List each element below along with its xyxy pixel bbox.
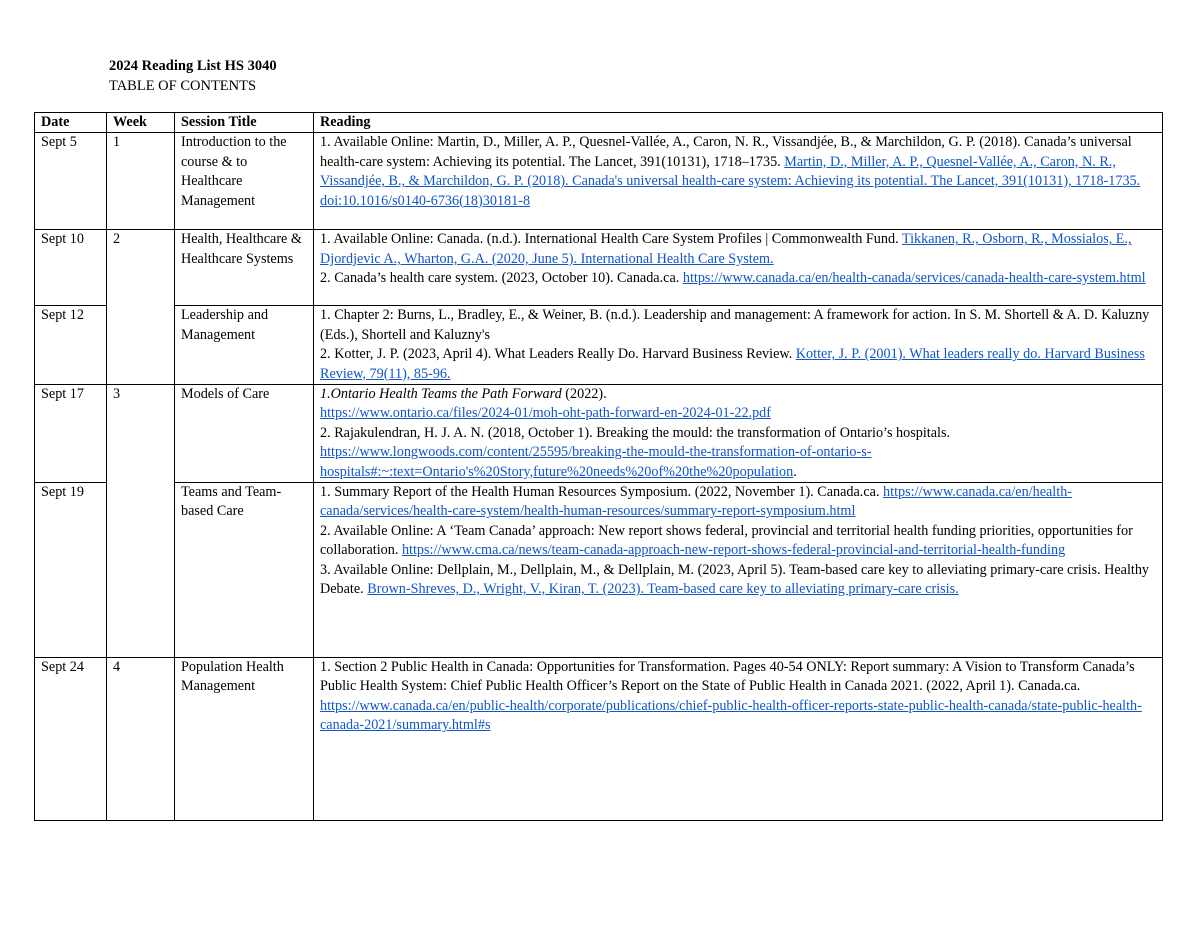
reading-item	[320, 483, 1158, 522]
session-cell: Models of Care	[175, 385, 314, 483]
reading-cell	[314, 658, 1163, 821]
table-row	[35, 483, 1163, 658]
reading-text: 1. Section 2 Public Health in Canada: Opportunities for Transformation. Pages 40-54 ONLY: Report summary: A Vision to Transform Canada’s Public Health System: Chief Public Health Officer’s Report on the State of Public Health in Canada 2021. (2022, April 1). Canada.ca.	[320, 659, 1135, 695]
reading-text: 1. Chapter 2: Burns, L., Bradley, E., & Weiner, B. (n.d.). Leadership and management: A framework for action. In S. M. Shortell & A. D. Kaluzny (Eds.), Shortell and Kaluzny's	[320, 307, 1150, 343]
document-title: 2024 Reading List HS 3040	[109, 58, 277, 74]
reading-link[interactable]: Martin, D., Miller, A. P., Quesnel-Vallée, A., Caron, N. R., Vissandjée, B., & Marchildon, G. P. (2018). Canada's universal health-care system: Achieving its potential. The Lancet, 391(10131), 1718-1735. doi:10.1016/s0140-6736(18)30181-8	[320, 153, 1141, 209]
reading-item	[320, 424, 1158, 482]
reading-link[interactable]: https://www.longwoods.com/content/25595/breaking-the-mould-the-transformation-of-ontario-s-hospitals#:~:text=Ontario's%20Story,future%20needs%20of%20the%20population	[320, 444, 872, 480]
table-row	[35, 230, 1163, 306]
date-cell: Sept 17	[35, 385, 107, 483]
date-cell: Sept 19	[35, 483, 107, 658]
reading-italic-title: 1.Ontario Health Teams the Path Forward	[320, 386, 562, 403]
reading-link[interactable]: https://www.canada.ca/en/health-canada/services/canada-health-care-system.html	[682, 270, 1146, 287]
date-cell: Sept 12	[35, 306, 107, 385]
column-header-week: Week	[107, 113, 175, 133]
reading-item	[320, 561, 1158, 600]
reading-cell	[314, 306, 1163, 385]
reading-cell	[314, 385, 1163, 483]
document-heading	[109, 56, 277, 96]
reading-cell	[314, 483, 1163, 658]
reading-cell	[314, 230, 1163, 306]
reading-item	[320, 269, 1158, 288]
reading-text: 1. Summary Report of the Health Human Resources Symposium. (2022, November 1). Canada.ca.	[320, 484, 884, 501]
reading-link[interactable]: https://www.cma.ca/news/team-canada-approach-new-report-shows-federal-provincial-and-territorial-health-funding	[401, 542, 1066, 559]
reading-text: 2. Kotter, J. P. (2023, April 4). What Leaders Really Do. Harvard Business Review.	[320, 346, 796, 363]
reading-text: (2022).	[561, 386, 607, 403]
reading-text: 3. Available Online: Dellplain, M., Dellplain, M., & Dellplain, M. (2023, April 5). Team-based care key to alleviating primary-care crisis. Healthy Debate.	[320, 561, 1150, 598]
reading-item	[320, 345, 1158, 384]
reading-link[interactable]: https://www.ontario.ca/files/2024-01/moh-oht-path-forward-en-2024-01-22.pdf	[320, 405, 771, 422]
table-row	[35, 133, 1163, 230]
reading-cell	[314, 133, 1163, 230]
reading-item	[320, 230, 1158, 269]
reading-text: 1. Available Online: Canada. (n.d.). International Health Care System Profiles | Commonwealth Fund.	[320, 231, 902, 248]
date-cell: Sept 10	[35, 230, 107, 306]
reading-link[interactable]: Kotter, J. P. (2001). What leaders really do. Harvard Business Review, 79(11), 85-96.	[320, 346, 1145, 382]
session-cell: Teams and Team-based Care	[175, 483, 314, 658]
reading-text: 2. Available Online: A ‘Team Canada’ approach: New report shows federal, provincial and territorial health funding priorities, opportunities for collaboration.	[320, 522, 1133, 559]
table-header-row	[35, 113, 1163, 133]
reading-item	[320, 522, 1158, 561]
week-cell: 4	[107, 658, 175, 821]
reading-link[interactable]: Brown-Shreves, D., Wright, V., Kiran, T. (2023). Team-based care key to alleviating primary-care crisis.	[367, 581, 959, 598]
reading-suffix: .	[793, 463, 797, 480]
date-cell: Sept 24	[35, 658, 107, 821]
reading-text: 2. Canada’s health care system. (2023, October 10). Canada.ca.	[320, 270, 683, 287]
session-cell: Introduction to the course & to Healthcare Management	[175, 133, 314, 230]
week-cell: 3	[107, 385, 175, 658]
session-cell: Leadership and Management	[175, 306, 314, 385]
table-row	[35, 385, 1163, 483]
column-header-reading: Reading	[314, 113, 1163, 133]
reading-item	[320, 385, 1158, 424]
week-cell: 1	[107, 133, 175, 230]
reading-item	[320, 306, 1158, 345]
table-row	[35, 306, 1163, 385]
session-cell: Population Health Management	[175, 658, 314, 821]
reading-link[interactable]: https://www.canada.ca/en/public-health/corporate/publications/chief-public-health-officer-reports-state-public-health-canada/state-public-health-canada-2021/summary.html#s	[320, 697, 1142, 734]
document-subtitle: TABLE OF CONTENTS	[109, 78, 257, 94]
session-cell: Health, Healthcare & Healthcare Systems	[175, 230, 314, 306]
reading-link[interactable]: https://www.canada.ca/en/health-canada/services/health-care-system/health-human-resources/summary-report-symposium.html	[320, 484, 1073, 520]
reading-item	[320, 133, 1158, 211]
week-cell: 2	[107, 230, 175, 385]
reading-text: 1. Available Online: Martin, D., Miller, A. P., Quesnel-Vallée, A., Caron, N. R., Vissandjée, B., & Marchildon, G. P. (2018). Canada’s universal health-care system: Achieving its potential. The Lancet, 391(10131), 1718–1735.	[320, 134, 1132, 170]
reading-link[interactable]: Tikkanen, R., Osborn, R., Mossialos, E., Djordjevic A., Wharton, G.A. (2020, June 5). International Health Care System.	[320, 231, 1132, 267]
column-header-date: Date	[35, 113, 107, 133]
reading-item	[320, 658, 1158, 736]
table-row	[35, 658, 1163, 821]
column-header-session: Session Title	[175, 113, 314, 133]
reading-text: 2. Rajakulendran, H. J. A. N. (2018, October 1). Breaking the mould: the transformation of Ontario’s hospitals.	[320, 424, 951, 441]
reading-list-table	[34, 112, 1163, 821]
date-cell: Sept 5	[35, 133, 107, 230]
